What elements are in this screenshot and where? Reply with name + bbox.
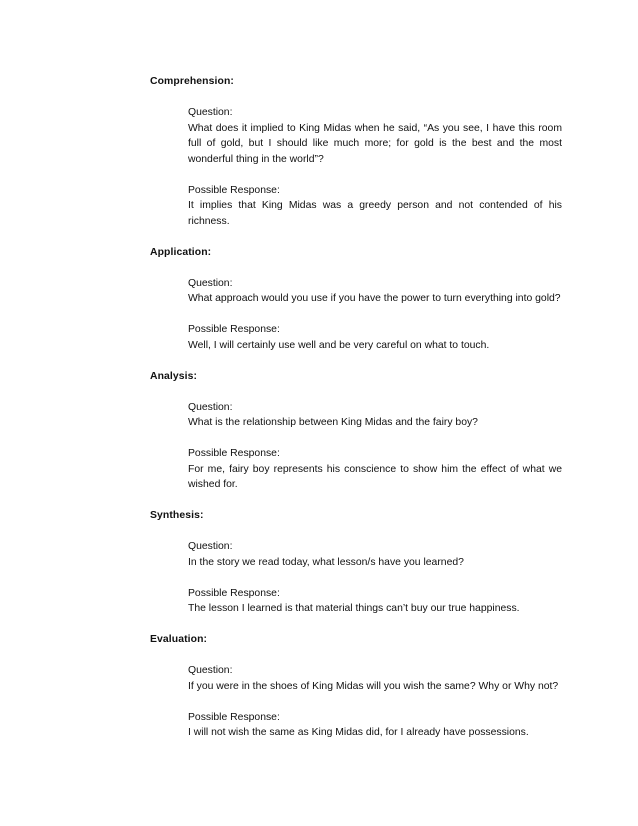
- section-synthesis: [150, 508, 562, 617]
- qa-block: [188, 663, 562, 741]
- section-analysis: [150, 369, 562, 493]
- section-heading: Comprehension:: [150, 76, 234, 87]
- question-text: If you were in the shoes of King Midas will you wish the same? Why or Why not?: [188, 680, 559, 692]
- section-heading: Evaluation:: [150, 634, 208, 645]
- response-text: I will not wish the same as King Midas did, for I already have possessions.: [188, 727, 529, 738]
- response-label: Possible Response:: [188, 184, 280, 196]
- question-text: What does it implied to King Midas when he said, “As you see, I have this room full of gold, but I should like much more; for gold is the best and the most wonderful thing in the world”?: [188, 122, 562, 165]
- section-heading: Synthesis:: [150, 510, 204, 521]
- section-evaluation: [150, 632, 562, 741]
- response-label: Possible Response:: [188, 324, 280, 335]
- question-label: Question:: [188, 541, 233, 552]
- question-text: What approach would you use if you have the power to turn everything into gold?: [188, 293, 561, 304]
- response-text: Well, I will certainly use well and be very careful on what to touch.: [188, 339, 490, 351]
- question-text: What is the relationship between King Midas and the fairy boy?: [188, 417, 478, 428]
- response-label: Possible Response:: [188, 448, 280, 459]
- section-heading: Analysis:: [150, 370, 198, 382]
- document-content: [150, 74, 562, 741]
- section-heading: Application:: [150, 246, 212, 258]
- question-text: In the story we read today, what lesson/s have you learned?: [188, 556, 464, 568]
- question-label: Question:: [188, 665, 233, 676]
- response-text: It implies that King Midas was a greedy person and not contended of his richness.: [188, 200, 562, 227]
- question-label: Question:: [188, 107, 233, 118]
- question-label: Question:: [188, 401, 233, 413]
- qa-block: [188, 400, 562, 493]
- section-comprehension: [150, 74, 562, 229]
- section-application: [150, 245, 562, 354]
- question-label: Question:: [188, 277, 233, 289]
- response-label: Possible Response:: [188, 587, 280, 599]
- qa-block: [188, 539, 562, 617]
- response-text: The lesson I learned is that material things can’t buy our true happiness.: [188, 603, 520, 614]
- response-text: For me, fairy boy represents his conscience to show him the effect of what we wished for.: [188, 463, 562, 490]
- qa-block: [188, 105, 562, 229]
- response-label: Possible Response:: [188, 711, 280, 723]
- qa-block: [188, 276, 562, 354]
